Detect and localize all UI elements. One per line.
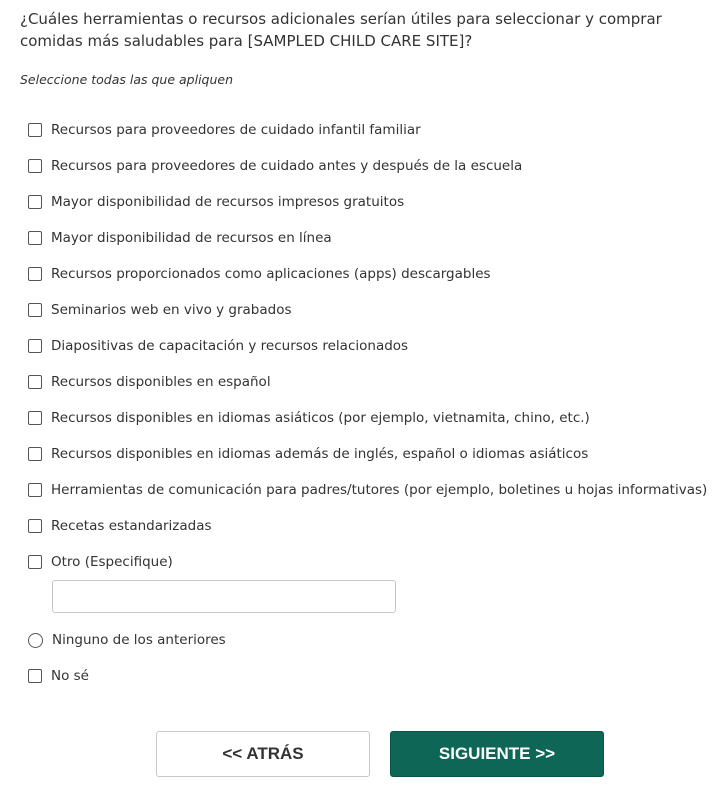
option-label: Ninguno de los anteriores — [52, 632, 226, 648]
option-label: Mayor disponibilidad de recursos impresos gratuitos — [51, 194, 405, 210]
option-parent-communication-tools[interactable] — [28, 472, 708, 508]
checkbox[interactable] — [28, 411, 42, 425]
checkbox[interactable] — [28, 339, 42, 353]
option-label: Recursos disponibles en idiomas además de inglés, español o idiomas asiáticos — [51, 446, 589, 462]
option-spanish-resources[interactable] — [28, 364, 708, 400]
other-specify-input[interactable] — [52, 580, 396, 613]
radio-button[interactable] — [28, 633, 43, 648]
checkbox[interactable] — [28, 669, 42, 683]
option-label: Recursos disponibles en español — [51, 374, 271, 390]
option-dont-know[interactable] — [28, 658, 708, 694]
question-instruction: Seleccione todas las que apliquen — [20, 72, 234, 87]
option-other-specify[interactable] — [28, 544, 708, 580]
options-list — [28, 112, 708, 694]
back-button[interactable]: << ATRÁS — [156, 731, 370, 777]
checkbox[interactable] — [28, 159, 42, 173]
checkbox[interactable] — [28, 519, 42, 533]
option-asian-language-resources[interactable] — [28, 400, 708, 436]
option-none-of-the-above[interactable] — [28, 622, 708, 658]
checkbox[interactable] — [28, 267, 42, 281]
option-training-slides[interactable] — [28, 328, 708, 364]
other-input-row — [28, 580, 708, 622]
checkbox[interactable] — [28, 447, 42, 461]
option-free-printed-resources[interactable] — [28, 184, 708, 220]
option-label: Recursos para proveedores de cuidado infantil familiar — [51, 122, 421, 138]
option-label: Herramientas de comunicación para padres/tutores (por ejemplo, boletines u hojas informativas) — [51, 482, 708, 498]
option-family-child-care[interactable] — [28, 112, 708, 148]
option-label: Diapositivas de capacitación y recursos relacionados — [51, 338, 409, 354]
option-label: Otro (Especifique) — [51, 554, 173, 570]
checkbox[interactable] — [28, 123, 42, 137]
option-label: Recursos proporcionados como aplicaciones (apps) descargables — [51, 266, 491, 282]
checkbox[interactable] — [28, 303, 42, 317]
option-other-language-resources[interactable] — [28, 436, 708, 472]
question-text: ¿Cuáles herramientas o recursos adicionales serían útiles para seleccionar y comprar comidas más saludables para [SAMPLED CHILD CARE SITE]? — [20, 10, 662, 50]
option-label: Recursos para proveedores de cuidado antes y después de la escuela — [51, 158, 523, 174]
checkbox[interactable] — [28, 231, 42, 245]
option-label: Mayor disponibilidad de recursos en línea — [51, 230, 332, 246]
option-online-resources[interactable] — [28, 220, 708, 256]
option-standardized-recipes[interactable] — [28, 508, 708, 544]
next-button[interactable]: SIGUIENTE >> — [390, 731, 604, 777]
checkbox[interactable] — [28, 195, 42, 209]
checkbox[interactable] — [28, 375, 42, 389]
option-label: Seminarios web en vivo y grabados — [51, 302, 292, 318]
option-label: Recetas estandarizadas — [51, 518, 212, 534]
option-label: No sé — [51, 668, 89, 684]
checkbox[interactable] — [28, 555, 42, 569]
checkbox[interactable] — [28, 483, 42, 497]
option-webinars[interactable] — [28, 292, 708, 328]
option-before-after-school[interactable] — [28, 148, 708, 184]
option-downloadable-apps[interactable] — [28, 256, 708, 292]
option-label: Recursos disponibles en idiomas asiáticos (por ejemplo, vietnamita, chino, etc.) — [51, 410, 590, 426]
